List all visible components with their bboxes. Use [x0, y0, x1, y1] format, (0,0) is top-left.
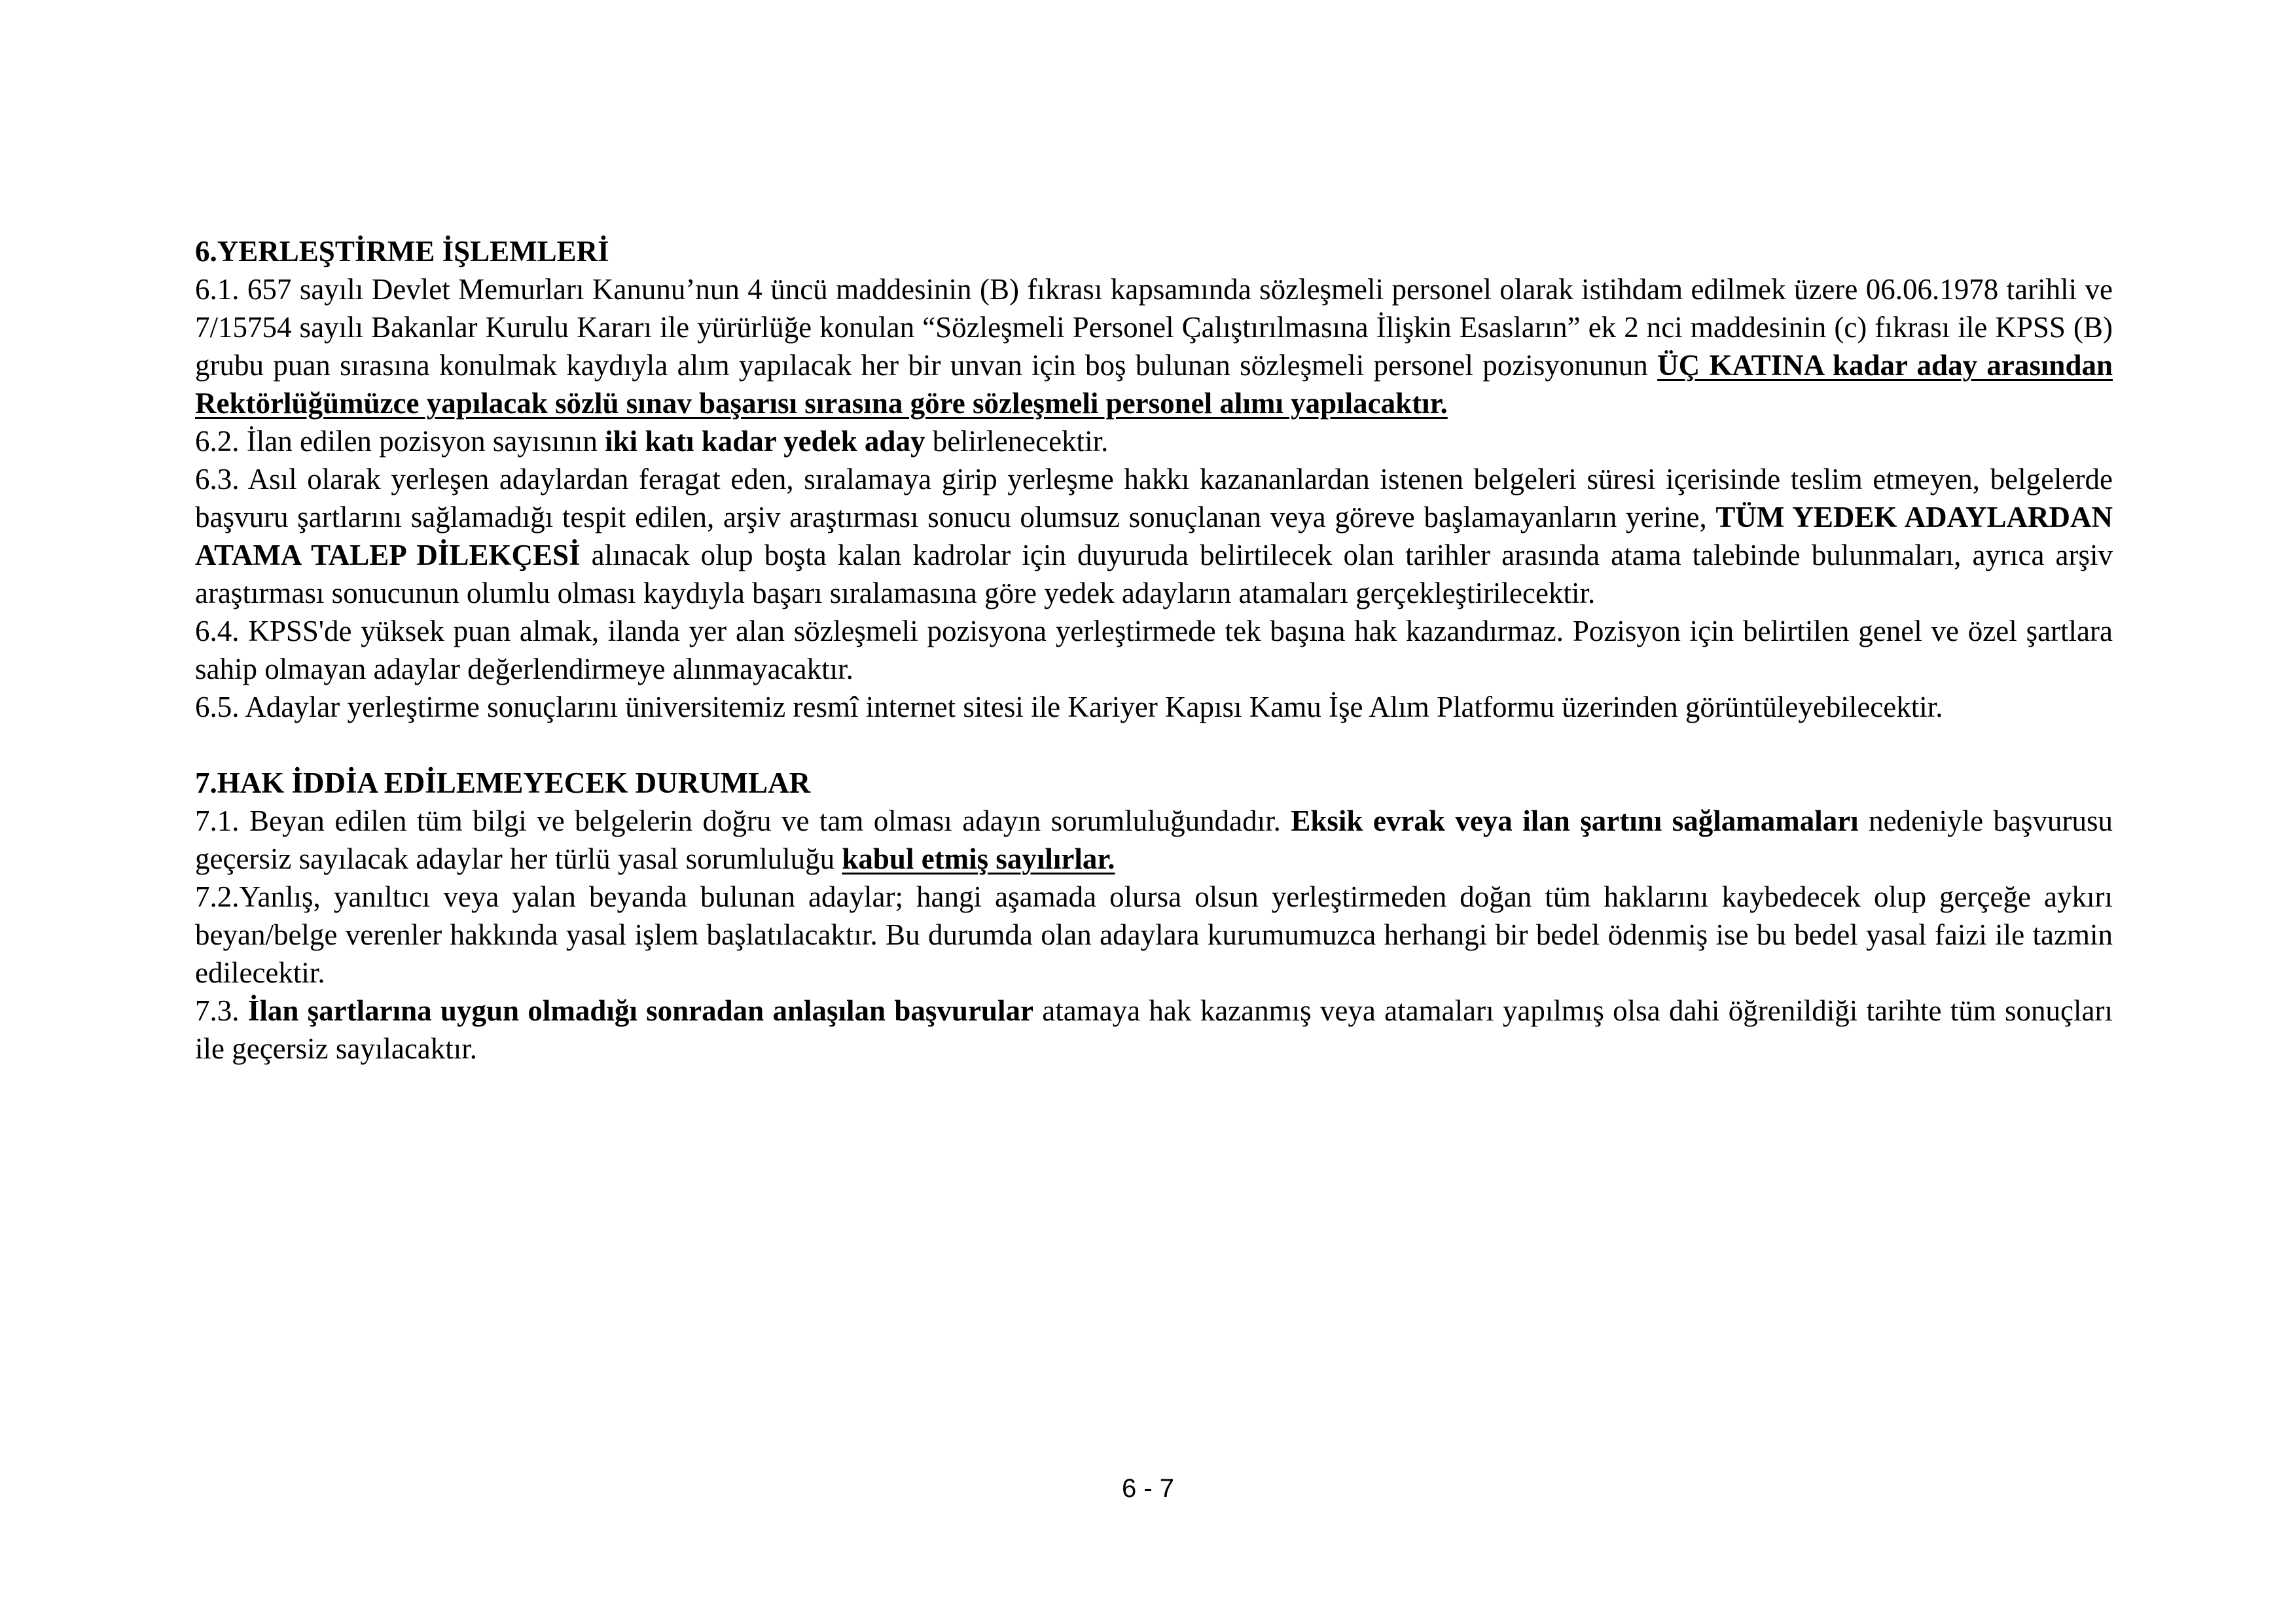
paragraph-7-3-emphasis: İlan şartlarına uygun olmadığı sonradan anlaşılan başvurular	[247, 994, 1033, 1027]
paragraph-6-2-before: 6.2. İlan edilen pozisyon sayısının	[195, 425, 605, 458]
paragraph-6-2-emphasis: iki katı kadar yedek aday	[605, 425, 925, 458]
page-number: 6 - 7	[1121, 1474, 1175, 1503]
paragraph-7-1-emphasis: Eksik evrak veya ilan şartını sağlamamaları	[1291, 804, 1859, 837]
paragraph-7-1-middle: nedeniyle başvurusu geçersiz sayılacak adaylar her türlü yasal sorumluluğu	[195, 804, 2113, 875]
paragraph-6-1-emphasis: ÜÇ KATINA kadar aday arasından Rektörlüğümüzce yapılacak sözlü sınav başarısı sırasına göre sözleşmeli personel alımı yapılacaktır.	[195, 349, 2113, 420]
document-body	[195, 232, 2113, 1068]
paragraph-6-3-after: alınacak olup boşta kalan kadrolar için duyuruda belirtilecek olan tarihler arasında atama talebinde bulunmaları, ayrıca arşiv araştırması sonucunun olumlu olması kaydıyla başarı sıralamasına göre yedek adayların atamaları gerçekleştirilecektir.	[195, 539, 2113, 609]
paragraph-7-1-before: 7.1. Beyan edilen tüm bilgi ve belgelerin doğru ve tam olması adayın sorumluluğundadır.	[195, 804, 1291, 837]
paragraph-6-2-after: belirlenecektir.	[925, 425, 1109, 458]
paragraph-6-4: 6.4. KPSS'de yüksek puan almak, ilanda yer alan sözleşmeli pozisyona yerleştirmede tek başına hak kazandırmaz. Pozisyon için belirtilen genel ve özel şartlara sahip olmayan adaylar değerlendirmeye alınmayacaktır.	[195, 615, 2113, 685]
paragraph-7-2: 7.2.Yanlış, yanıltıcı veya yalan beyanda bulunan adaylar; hangi aşamada olursa olsun yerleştirmeden doğan tüm haklarını kaybedecek olup gerçeğe aykırı beyan/belge verenler hakkında yasal işlem başlatılacaktır. Bu durumda olan adaylara kurumumuzca herhangi bir bedel ödenmiş ise bu bedel yasal faizi ile tazmin edilecektir.	[195, 880, 2113, 989]
paragraph-7-1-emphasis-2: kabul etmiş sayılırlar.	[842, 842, 1115, 875]
section-7-heading: 7.HAK İDDİA EDİLEMEYECEK DURUMLAR	[195, 767, 811, 799]
paragraph-6-1-text: 6.1. 657 sayılı Devlet Memurları Kanunu’nun 4 üncü maddesinin (B) fıkrası kapsamında sözleşmeli personel olarak istihdam edilmek üzere 06.06.1978 tarihli ve 7/15754 sayılı Bakanlar Kurulu Kararı ile yürürlüğe konulan “Sözleşmeli Personel Çalıştırılmasına İlişkin Esasların” ek 2 nci maddesinin (c) fıkrası ile KPSS (B) grubu puan sırasına konulmak kaydıyla alım yapılacak her bir unvan için boş bulunan sözleşmeli personel pozisyonunun	[195, 273, 2113, 382]
paragraph-7-1	[195, 802, 2113, 878]
section-spacer	[195, 726, 2113, 764]
paragraph-6-3	[195, 460, 2113, 612]
section-6-heading: 6.YERLEŞTİRME İŞLEMLERİ	[195, 235, 609, 268]
paragraph-7-3	[195, 992, 2113, 1068]
paragraph-6-3-before: 6.3. Asıl olarak yerleşen adaylardan feragat eden, sıralamaya girip yerleşme hakkı kazananlardan istenen belgeleri süresi içerisinde teslim etmeyen, belgelerde başvuru şartlarını sağlamadığı tespit edilen, arşiv araştırması sonucu olumsuz sonuçlanan veya göreve başlamayanların yerine,	[195, 463, 2113, 533]
paragraph-7-3-before: 7.3.	[195, 994, 248, 1027]
paragraph-6-5: 6.5. Adaylar yerleştirme sonuçlarını üniversitemiz resmî internet sitesi ile Kariyer Kapısı Kamu İşe Alım Platformu üzerinden görüntüleyebilecektir.	[195, 691, 1943, 723]
paragraph-6-3-emphasis: TÜM YEDEK ADAYLARDAN ATAMA TALEP DİLEKÇESİ	[195, 501, 2113, 571]
paragraph-7-3-after: atamaya hak kazanmış veya atamaları yapılmış olsa dahi öğrenildiği tarihte tüm sonuçları ile geçersiz sayılacaktır.	[195, 994, 2113, 1065]
paragraph-6-2	[195, 422, 2113, 460]
paragraph-6-1	[195, 270, 2113, 422]
